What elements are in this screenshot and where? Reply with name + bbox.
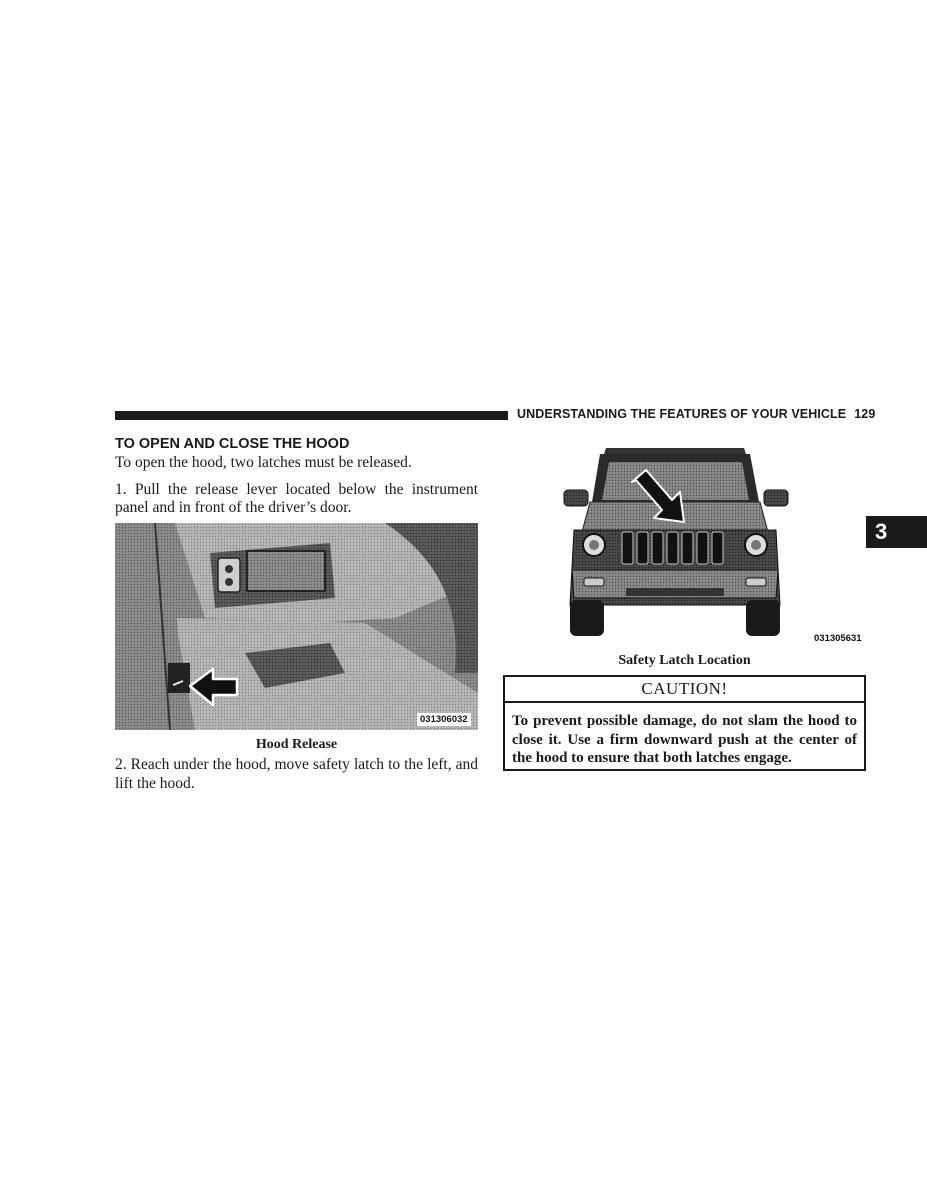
figure-caption: Safety Latch Location — [618, 653, 751, 668]
header-section-title: UNDERSTANDING THE FEATURES OF YOUR VEHICLE — [517, 407, 847, 421]
header-rule — [115, 411, 508, 420]
caution-title: CAUTION! — [505, 677, 864, 703]
figure-code: 031306032 — [417, 713, 471, 726]
safety-latch-figure — [554, 440, 794, 640]
hood-release-illustration — [115, 523, 478, 730]
hood-release-figure — [115, 523, 478, 730]
figure-code: 031305631 — [814, 633, 862, 644]
chapter-tab: 3 — [866, 516, 927, 548]
intro-paragraph: To open the hood, two latches must be released. — [115, 454, 412, 471]
figure-caption: Hood Release — [255, 737, 338, 752]
section-title: TO OPEN AND CLOSE THE HOOD — [115, 436, 350, 452]
caution-box — [503, 675, 866, 771]
running-header — [517, 407, 876, 421]
step-1-paragraph: 1. Pull the release lever located below the instrument panel and in front of the driver’s door. — [115, 480, 478, 516]
left-column — [115, 436, 478, 518]
step-2-paragraph: 2. Reach under the hood, move safety latch to the left, and lift the hood. — [115, 756, 478, 792]
vehicle-front-illustration — [554, 440, 794, 640]
page-number: 129 — [854, 407, 876, 421]
caution-body: To prevent possible damage, do not slam the hood to close it. Use a firm downward push at the center of the hood to ensure that both latches engage. — [512, 713, 857, 766]
